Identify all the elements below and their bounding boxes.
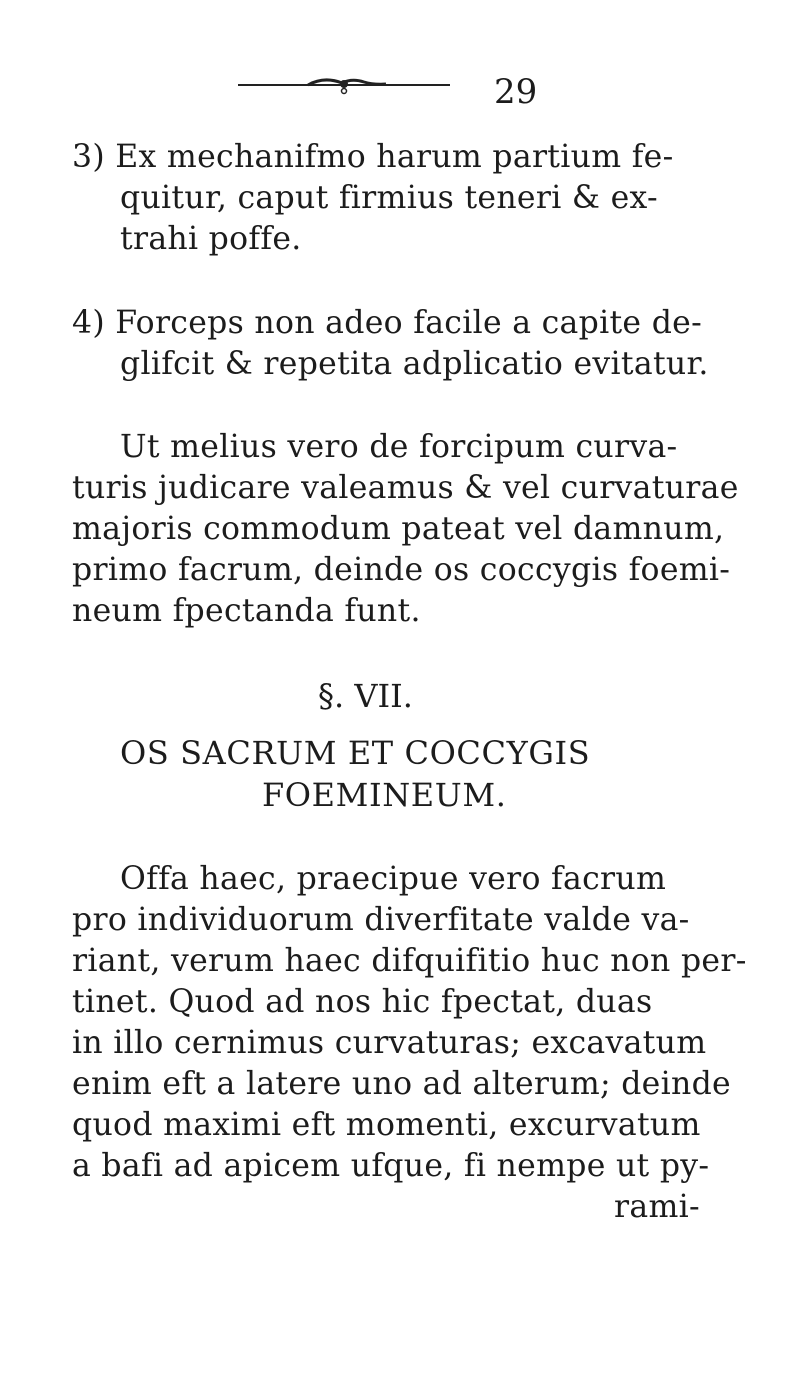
para1-line-2: turis judicare valeamus & vel curvaturae	[72, 470, 739, 506]
header-ornament	[238, 74, 450, 96]
para2-line-7: quod maximi eft momenti, excurvatum	[72, 1107, 701, 1143]
para1-line-1: Ut melius vero de forcipum curva-	[120, 429, 678, 465]
section-title-line-2: FOEMINEUM.	[262, 776, 507, 814]
para2-line-5: in illo cernimus curvaturas; excavatum	[72, 1025, 707, 1061]
para2-line-2: pro individuorum diverfitate valde va-	[72, 902, 690, 938]
para1-line-5: neum fpectanda funt.	[72, 593, 421, 629]
para1-line-4: primo facrum, deinde os coccygis foemi-	[72, 552, 731, 588]
section-title-line-1: OS SACRUM ET COCCYGIS	[120, 734, 591, 772]
para2-line-9: rami-	[614, 1189, 700, 1225]
item3-line-1: 3) Ex mechanifmo harum partium fe-	[72, 139, 674, 175]
para1-line-3: majoris commodum pateat vel damnum,	[72, 511, 725, 547]
item3-line-3: trahi poffe.	[120, 221, 302, 257]
para2-line-8: a bafi ad apicem ufque, fi nempe ut py-	[72, 1148, 710, 1184]
para2-line-3: riant, verum haec difquifitio huc non per-	[72, 943, 747, 979]
para2-line-1: Offa haec, praecipue vero facrum	[120, 861, 667, 897]
para2-line-6: enim eft a latere uno ad alterum; deinde	[72, 1066, 731, 1102]
item4-line-1: 4) Forceps non adeo facile a capite de-	[72, 305, 703, 341]
para2-line-4: tinet. Quod ad nos hic fpectat, duas	[72, 984, 653, 1020]
page-number: 29	[494, 72, 538, 112]
section-number: §. VII.	[318, 677, 413, 715]
item3-line-2: quitur, caput firmius teneri & ex-	[120, 180, 658, 216]
item4-line-2: glifcit & repetita adplicatio evitatur.	[120, 346, 709, 382]
